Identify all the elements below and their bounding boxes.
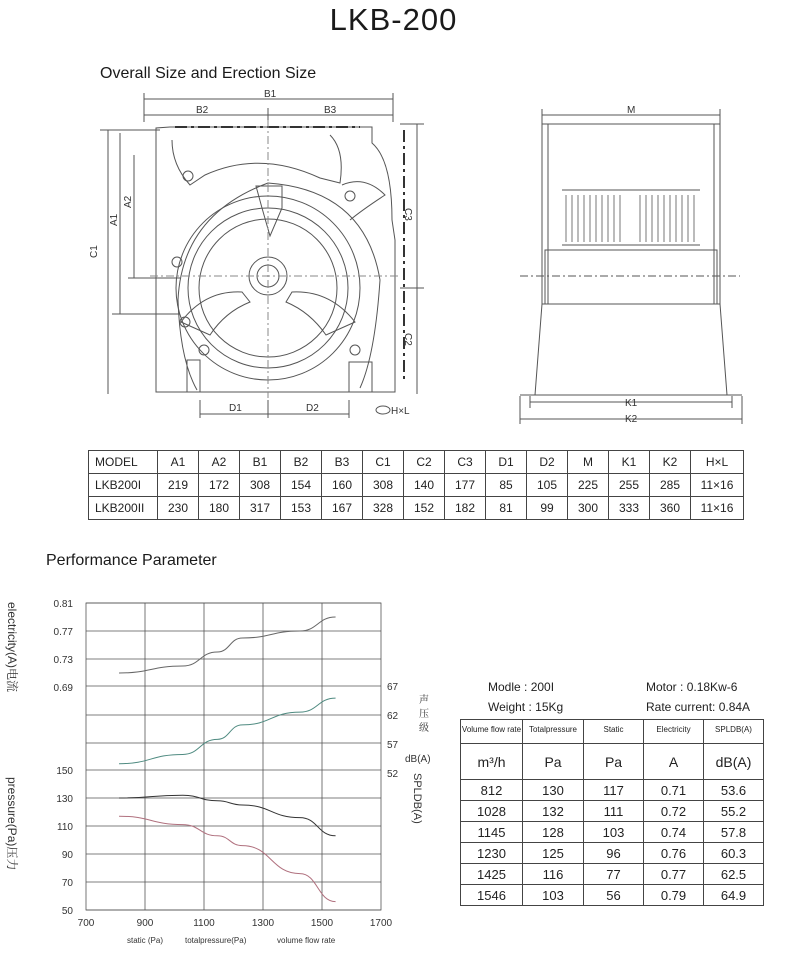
table-cell: 57.8 bbox=[704, 822, 764, 843]
table-cell: 0.72 bbox=[644, 801, 704, 822]
table-cell: 219 bbox=[158, 474, 199, 497]
table-row bbox=[461, 864, 764, 885]
table-cell: 172 bbox=[199, 474, 240, 497]
x-legend-total: totalpressure(Pa) bbox=[185, 936, 247, 945]
table-header-cell: D1 bbox=[486, 451, 527, 474]
table-cell: 140 bbox=[404, 474, 445, 497]
spl-axis-chinese-label: 声压级 bbox=[419, 695, 429, 734]
table-cell: 81 bbox=[486, 497, 527, 520]
left-bottom-tick-label: 70 bbox=[61, 878, 73, 889]
table-cell: 317 bbox=[240, 497, 281, 520]
left-top-tick-label: 0.81 bbox=[53, 599, 73, 610]
performance-heading: Performance Parameter bbox=[46, 552, 217, 569]
model-value: 200I bbox=[530, 680, 555, 694]
table-cell: 62.5 bbox=[704, 864, 764, 885]
table-cell: 1145 bbox=[461, 822, 523, 843]
table-header-cell: K2 bbox=[650, 451, 691, 474]
weight-label: Weight bbox=[488, 700, 526, 714]
table-cell: 0.74 bbox=[644, 822, 704, 843]
table-cell: 1028 bbox=[461, 801, 523, 822]
table-header-cell: K1 bbox=[609, 451, 650, 474]
table-header-cell: Static bbox=[584, 720, 644, 744]
label-hl: H×L bbox=[391, 406, 410, 417]
label-k2: K2 bbox=[625, 414, 638, 425]
table-cell: 255 bbox=[609, 474, 650, 497]
label-d2: D2 bbox=[306, 403, 319, 414]
x-tick-label: 1500 bbox=[310, 918, 334, 929]
table-cell: LKB200II bbox=[89, 497, 158, 520]
label-c3: C3 bbox=[402, 208, 413, 221]
table-header-cell: B2 bbox=[281, 451, 322, 474]
table-cell: 328 bbox=[363, 497, 404, 520]
table-cell: 177 bbox=[445, 474, 486, 497]
dimension-table bbox=[88, 450, 744, 520]
series-line-total bbox=[119, 795, 336, 836]
table-row bbox=[89, 497, 744, 520]
table-row bbox=[461, 822, 764, 843]
table-cell: 128 bbox=[523, 822, 584, 843]
table-cell: 360 bbox=[650, 497, 691, 520]
table-cell: 132 bbox=[523, 801, 584, 822]
table-cell: 117 bbox=[584, 780, 644, 801]
dimensions-heading: Overall Size and Erection Size bbox=[100, 65, 317, 82]
label-d1: D1 bbox=[229, 403, 242, 414]
table-cell: 53.6 bbox=[704, 780, 764, 801]
table-cell: 230 bbox=[158, 497, 199, 520]
table-cell: 1425 bbox=[461, 864, 523, 885]
right-tick-label: 67 bbox=[387, 682, 399, 693]
table-row bbox=[461, 885, 764, 906]
left-bottom-tick-label: 110 bbox=[57, 822, 73, 833]
table-unit-cell: Pa bbox=[523, 744, 584, 780]
table-cell: 180 bbox=[199, 497, 240, 520]
table-header-cell: C2 bbox=[404, 451, 445, 474]
table-cell: 0.79 bbox=[644, 885, 704, 906]
label-b1: B1 bbox=[264, 89, 277, 100]
x-legend-static: static (Pa) bbox=[127, 936, 164, 945]
table-cell: 0.71 bbox=[644, 780, 704, 801]
table-cell: 77 bbox=[584, 864, 644, 885]
performance-chart bbox=[0, 590, 440, 961]
left-bottom-tick-label: 130 bbox=[56, 794, 73, 805]
page-title: LKB-200 bbox=[329, 2, 458, 37]
table-cell: 116 bbox=[523, 864, 584, 885]
table-header-cell: C1 bbox=[363, 451, 404, 474]
table-cell: 812 bbox=[461, 780, 523, 801]
table-unit-cell: Pa bbox=[584, 744, 644, 780]
rate-value: 0.84A bbox=[718, 700, 751, 714]
table-cell: 0.77 bbox=[644, 864, 704, 885]
weight-spec: Weight : 15Kg bbox=[488, 700, 564, 714]
spl-axis-label: SPLDB(A) bbox=[411, 773, 423, 824]
table-cell: 56 bbox=[584, 885, 644, 906]
label-b3: B3 bbox=[324, 105, 337, 116]
label-k1: K1 bbox=[625, 398, 638, 409]
x-tick-label: 1100 bbox=[193, 918, 215, 929]
model-label: Modle bbox=[488, 680, 521, 694]
table-cell: 99 bbox=[527, 497, 568, 520]
plot-frame bbox=[86, 603, 381, 910]
label-m: M bbox=[627, 105, 636, 116]
table-cell: 285 bbox=[650, 474, 691, 497]
table-header-cell: C3 bbox=[445, 451, 486, 474]
table-cell: 55.2 bbox=[704, 801, 764, 822]
table-header-cell: D2 bbox=[527, 451, 568, 474]
label-a1: A1 bbox=[109, 213, 120, 226]
table-header-cell: Electricity bbox=[644, 720, 704, 744]
table-cell: 96 bbox=[584, 843, 644, 864]
table-cell: 130 bbox=[523, 780, 584, 801]
table-header-row bbox=[461, 720, 764, 744]
label-b2: B2 bbox=[196, 105, 209, 116]
table-header-cell: B3 bbox=[322, 451, 363, 474]
table-cell: 103 bbox=[584, 822, 644, 843]
pressure-axis-label: pressure(Pa)压力 bbox=[5, 777, 19, 871]
table-unit-cell: m³/h bbox=[461, 744, 523, 780]
x-tick-label: 1700 bbox=[369, 918, 393, 929]
table-header-cell: Totalpressure bbox=[523, 720, 584, 744]
table-cell: 333 bbox=[609, 497, 650, 520]
motor-value: 0.18Kw-6 bbox=[686, 680, 738, 694]
table-unit-cell: dB(A) bbox=[704, 744, 764, 780]
table-unit-row bbox=[461, 744, 764, 780]
motor-label: Motor bbox=[646, 680, 677, 694]
table-row bbox=[461, 843, 764, 864]
table-cell: 1546 bbox=[461, 885, 523, 906]
table-cell: 182 bbox=[445, 497, 486, 520]
table-header-row bbox=[89, 451, 744, 474]
left-top-tick-label: 0.69 bbox=[53, 683, 73, 694]
label-c2: C2 bbox=[402, 333, 413, 346]
x-tick-label: 700 bbox=[77, 918, 95, 929]
x-tick-label: 1300 bbox=[251, 918, 275, 929]
table-row bbox=[89, 474, 744, 497]
table-row bbox=[461, 801, 764, 822]
table-cell: 64.9 bbox=[704, 885, 764, 906]
series-line-static bbox=[119, 816, 336, 901]
table-cell: 111 bbox=[584, 801, 644, 822]
table-cell: 308 bbox=[363, 474, 404, 497]
table-header-cell: A2 bbox=[199, 451, 240, 474]
table-row bbox=[461, 780, 764, 801]
table-header-cell: Volume flow rate bbox=[461, 720, 523, 744]
table-cell: 85 bbox=[486, 474, 527, 497]
table-cell: 152 bbox=[404, 497, 445, 520]
right-tick-label: 52 bbox=[387, 769, 399, 780]
left-bottom-tick-label: 50 bbox=[61, 906, 73, 917]
table-cell: 103 bbox=[523, 885, 584, 906]
x-tick-label: 900 bbox=[136, 918, 154, 929]
table-header-cell: MODEL bbox=[89, 451, 158, 474]
table-cell: 153 bbox=[281, 497, 322, 520]
table-cell: 1230 bbox=[461, 843, 523, 864]
performance-table bbox=[460, 719, 764, 906]
table-cell: 154 bbox=[281, 474, 322, 497]
right-tick-label: 57 bbox=[387, 740, 399, 751]
motor-spec: Motor : 0.18Kw-6 bbox=[646, 680, 738, 694]
series-line-electricity bbox=[119, 617, 336, 673]
spl-axis-unit: dB(A) bbox=[405, 754, 431, 765]
model-spec: Modle : 200I bbox=[488, 680, 555, 694]
table-header-cell: H×L bbox=[691, 451, 744, 474]
table-header-cell: SPLDB(A) bbox=[704, 720, 764, 744]
weight-value: 15Kg bbox=[535, 700, 564, 714]
left-bottom-tick-label: 90 bbox=[61, 850, 73, 861]
left-bottom-tick-label: 150 bbox=[56, 766, 73, 777]
x-legend-flow: volume flow rate bbox=[277, 936, 336, 945]
left-top-tick-label: 0.77 bbox=[53, 627, 73, 638]
table-cell: 160 bbox=[322, 474, 363, 497]
table-cell: LKB200I bbox=[89, 474, 158, 497]
table-cell: 300 bbox=[568, 497, 609, 520]
electricity-axis-label: electricity(A)电流 bbox=[5, 602, 19, 693]
label-a2: A2 bbox=[123, 195, 134, 208]
table-cell: 11×16 bbox=[691, 474, 744, 497]
table-cell: 225 bbox=[568, 474, 609, 497]
left-top-tick-label: 0.73 bbox=[53, 655, 73, 666]
table-cell: 167 bbox=[322, 497, 363, 520]
table-unit-cell: A bbox=[644, 744, 704, 780]
table-cell: 60.3 bbox=[704, 843, 764, 864]
series-line-spl bbox=[119, 698, 336, 764]
table-cell: 308 bbox=[240, 474, 281, 497]
label-c1: C1 bbox=[89, 245, 100, 258]
rate-label: Rate current bbox=[646, 700, 713, 714]
table-cell: 105 bbox=[527, 474, 568, 497]
table-cell: 0.76 bbox=[644, 843, 704, 864]
rate-current-spec: Rate current: 0.84A bbox=[646, 700, 751, 714]
right-tick-label: 62 bbox=[387, 711, 399, 722]
table-header-cell: A1 bbox=[158, 451, 199, 474]
table-header-cell: M bbox=[568, 451, 609, 474]
table-header-cell: B1 bbox=[240, 451, 281, 474]
table-cell: 11×16 bbox=[691, 497, 744, 520]
table-cell: 125 bbox=[523, 843, 584, 864]
dimension-drawing bbox=[0, 0, 787, 450]
